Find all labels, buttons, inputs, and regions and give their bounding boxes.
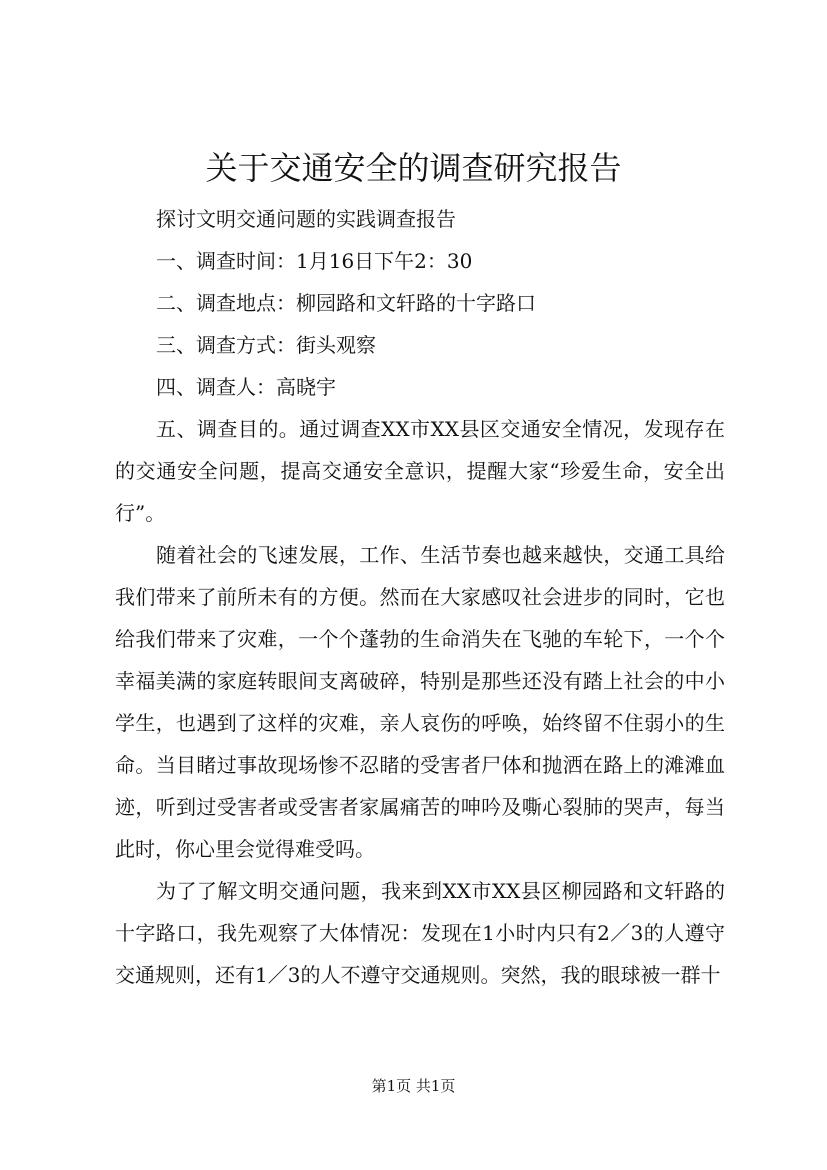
survey-time-paragraph: 一、调查时间：1月16日下午2：30 [156, 249, 473, 273]
observation-paragraph: 为了了解文明交通问题，我来到XX市XX县区柳园路和文轩路的十字路口，我先观察了大体情况：发现在1小时内只有2／3的人遵守交通规则，还有1／3的人不遵守交通规则。突然，我的眼球被一群十 [115, 879, 725, 987]
subtitle-paragraph: 探讨文明交通问题的实践调查报告 [156, 207, 456, 231]
survey-method-paragraph: 三、调查方式：街头观察 [156, 333, 376, 357]
page-footer: 第1页 共1页 [371, 1077, 456, 1095]
document-body [115, 198, 725, 996]
background-paragraph: 随着社会的飞速发展，工作、生活节奏也越来越快，交通工具给我们带来了前所未有的方便。然而在大家感叹社会进步的同时，它也给我们带来了灾难，一个个蓬勃的生命消失在飞驰的车轮下，一个个幸福美满的家庭转眼间支离破碎，特别是那些还没有踏上社会的中小学生，也遇到了这样的灾难，亲人哀伤的呼唤，始终留不住弱小的生命。当目睹过事故现场惨不忍睹的受害者尸体和抛洒在路上的滩滩血迹，听到过受害者或受害者家属痛苦的呻吟及嘶心裂肺的哭声，每当此时，你心里会觉得难受吗。 [115, 543, 725, 861]
survey-location-paragraph: 二、调查地点：柳园路和文轩路的十字路口 [156, 291, 536, 315]
survey-purpose-paragraph: 五、调查目的。通过调查XX市XX县区交通安全情况，发现存在的交通安全问题，提高交通安全意识，提醒大家“珍爱生命，安全出行”。 [115, 417, 725, 525]
surveyor-paragraph: 四、调查人：高晓宇 [156, 375, 336, 399]
document-title: 关于交通安全的调查研究报告 [205, 149, 622, 187]
